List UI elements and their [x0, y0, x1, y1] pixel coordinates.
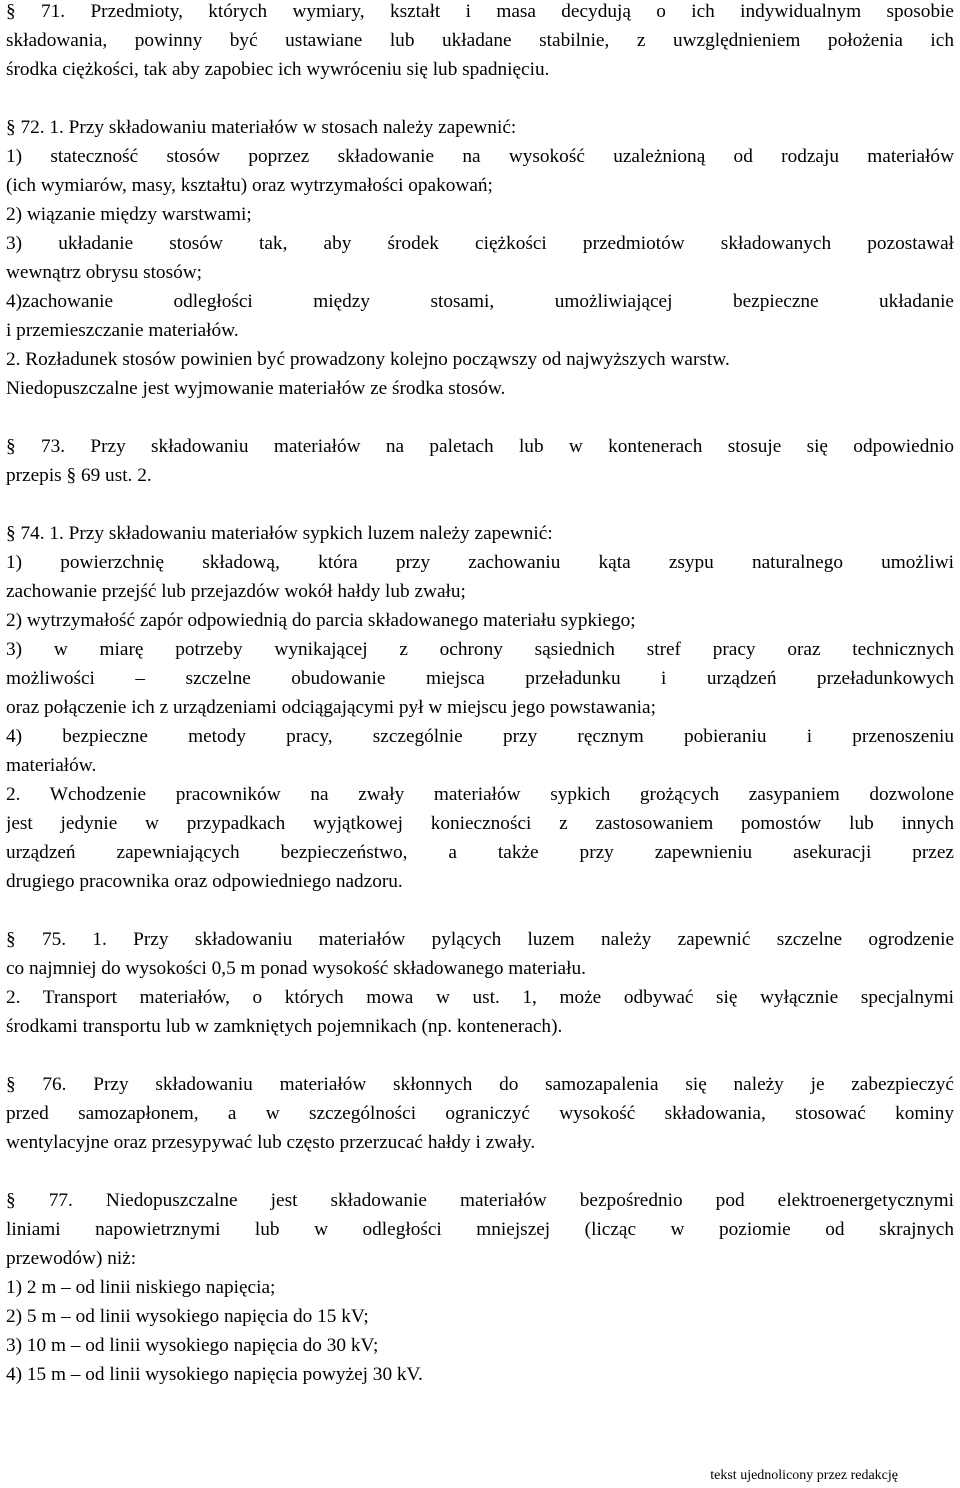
text-line: 4) bezpieczne metody pracy, szczególnie przy ręcznym pobieraniu i przenoszeniu — [6, 726, 954, 747]
text-line: przepis § 69 ust. 2. — [6, 465, 152, 486]
text-line: 4)zachowanie odległości między stosami, umożliwiającej bezpieczne układanie — [6, 291, 954, 312]
text-line: urządzeń zapewniających bezpieczeństwo, a także przy zapewnieniu asekuracji przez — [6, 842, 954, 863]
text-line: § 74. 1. Przy składowaniu materiałów sypkich luzem należy zapewnić: — [6, 523, 553, 544]
text-line: środkami transportu lub w zamkniętych pojemnikach (np. kontenerach). — [6, 1016, 563, 1037]
text-line: § 72. 1. Przy składowaniu materiałów w stosach należy zapewnić: — [6, 117, 517, 138]
text-line: składowania, powinny być ustawiane lub układane stabilnie, z uwzględnieniem położenia ich — [6, 30, 954, 51]
text-line: 4) 15 m – od linii wysokiego napięcia powyżej 30 kV. — [6, 1364, 423, 1385]
text-line: 2. Transport materiałów, o których mowa w ust. 1, może odbywać się wyłącznie specjalnymi — [6, 987, 954, 1008]
text-line: przewodów) niż: — [6, 1248, 137, 1269]
text-line: 3) układanie stosów tak, aby środek ciężkości przedmiotów składowanych pozostawał — [6, 233, 954, 254]
text-line: § 71. Przedmioty, których wymiary, kształt i masa decydują o ich indywidualnym sposobie — [6, 1, 954, 22]
text-line: § 73. Przy składowaniu materiałów na paletach lub w kontenerach stosuje się odpowiednio — [6, 436, 954, 457]
text-line: 1) stateczność stosów poprzez składowanie na wysokość uzależnioną od rodzaju materiałów — [6, 146, 954, 167]
text-line: § 77. Niedopuszczalne jest składowanie materiałów bezpośrednio pod elektroenergetycznymi — [6, 1190, 954, 1211]
text-line: 2) wiązanie między warstwami; — [6, 204, 252, 225]
text-line: środka ciężkości, tak aby zapobiec ich wywróceniu się lub spadnięciu. — [6, 59, 550, 80]
text-line: § 75. 1. Przy składowaniu materiałów pylących luzem należy zapewnić szczelne ogrodzenie — [6, 929, 954, 950]
text-line: Niedopuszczalne jest wyjmowanie materiałów ze środka stosów. — [6, 378, 506, 399]
text-line: 3) 10 m – od linii wysokiego napięcia do 30 kV; — [6, 1335, 379, 1356]
text-line: 1) powierzchnię składową, która przy zachowaniu kąta zsypu naturalnego umożliwi — [6, 552, 954, 573]
text-line: wentylacyjne oraz przesypywać lub często przerzucać hałdy i zwały. — [6, 1132, 536, 1153]
text-line: wewnątrz obrysu stosów; — [6, 262, 202, 283]
text-line: 2) 5 m – od linii wysokiego napięcia do 15 kV; — [6, 1306, 369, 1327]
text-line: materiałów. — [6, 755, 97, 776]
text-line: co najmniej do wysokości 0,5 m ponad wysokość składowanego materiału. — [6, 958, 586, 979]
text-line: § 76. Przy składowaniu materiałów skłonnych do samozapalenia się należy je zabezpieczyć — [6, 1074, 954, 1095]
text-line: 2. Rozładunek stosów powinien być prowadzony kolejno począwszy od najwyższych warstw. — [6, 349, 730, 370]
text-line: (ich wymiarów, masy, kształtu) oraz wytrzymałości opakowań; — [6, 175, 493, 196]
text-line: 1) 2 m – od linii niskiego napięcia; — [6, 1277, 276, 1298]
text-line: zachowanie przejść lub przejazdów wokół hałdy lub zwału; — [6, 581, 466, 602]
text-line: 3) w miarę potrzeby wynikającej z ochrony sąsiednich stref pracy oraz technicznych — [6, 639, 954, 660]
text-line: przed samozapłonem, a w szczególności ograniczyć wysokość składowania, stosować kominy — [6, 1103, 954, 1124]
text-line: 2) wytrzymałość zapór odpowiednią do parcia składowanego materiału sypkiego; — [6, 610, 636, 631]
text-line: oraz połączenie ich z urządzeniami odciągającymi pył w miejscu jego powstawania; — [6, 697, 656, 718]
text-line: drugiego pracownika oraz odpowiedniego nadzoru. — [6, 871, 403, 892]
text-line: możliwości – szczelne obudowanie miejsca przeładunku i urządzeń przeładunkowych — [6, 668, 954, 689]
text-line: liniami napowietrznymi lub w odległości mniejszej (licząc w poziomie od skrajnych — [6, 1219, 954, 1240]
footer-note: tekst ujednolicony przez redakcję — [710, 1468, 898, 1483]
text-line: 2. Wchodzenie pracowników na zwały materiałów sypkich grożących zasypaniem dozwolone — [6, 784, 954, 805]
text-line: i przemieszczanie materiałów. — [6, 320, 239, 341]
text-line: jest jedynie w przypadkach wyjątkowej konieczności z zastosowaniem pomostów lub innych — [6, 813, 954, 834]
